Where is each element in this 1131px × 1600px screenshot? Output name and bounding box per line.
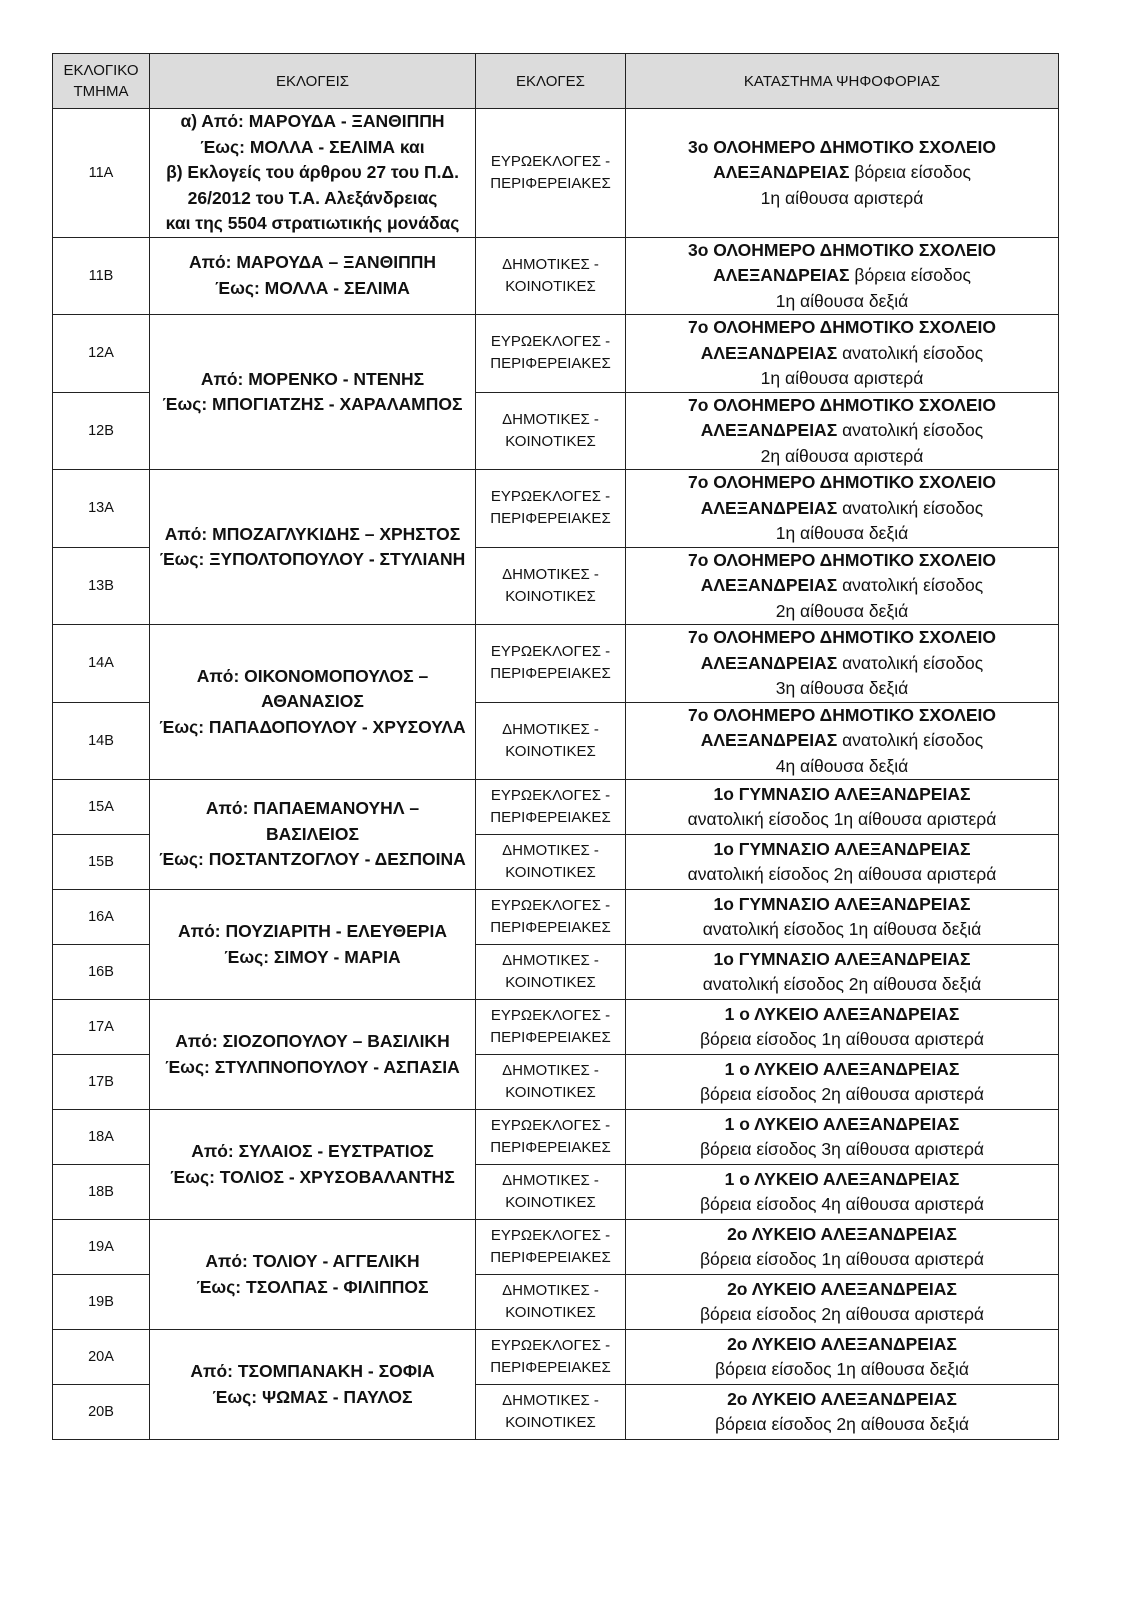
electors-range	[150, 109, 476, 238]
polling-place	[626, 315, 1059, 393]
election-type-line: ΔΗΜΟΤΙΚΕΣ -	[502, 565, 599, 583]
school-name: ΑΛΕΞΑΝΔΡΕΙΑΣ	[700, 730, 838, 750]
electors-line: Από: ΠΑΠΑΕΜΑΝΟΥΗΛ –	[205, 798, 420, 819]
electors-range	[150, 1000, 476, 1110]
election-type-line: ΚΟΙΝΟΤΙΚΕΣ	[505, 1194, 596, 1211]
election-type-line: ΚΟΙΝΟΤΙΚΕΣ	[505, 1414, 596, 1431]
electors-line: Έως: ΤΟΛΙΟΣ - ΧΡΥΣΟΒΑΛΑΝΤΗΣ	[170, 1166, 455, 1187]
electors-line: Έως: ΜΠΟΓΙΑΤΖΗΣ - ΧΑΡΑΛΑΜΠΟΣ	[162, 394, 463, 414]
election-type	[476, 1165, 626, 1220]
election-type-line: ΠΕΡΙΦΕΡΕΙΑΚΕΣ	[490, 355, 611, 373]
entrance-info: ανατολική είσοδος	[837, 342, 984, 363]
table-row	[53, 315, 1059, 393]
election-type-line: ΚΟΙΝΟΤΙΚΕΣ	[505, 1084, 596, 1101]
school-name: 2ο ΛΥΚΕΙΟ ΑΛΕΞΑΝΔΡΕΙΑΣ	[727, 1333, 957, 1354]
election-type	[476, 109, 626, 238]
polling-place	[626, 625, 1059, 703]
school-name: 1 ο ΛΥΚΕΙΟ ΑΛΕΞΑΝΔΡΕΙΑΣ	[724, 1113, 960, 1134]
electors-line: Από: ΣΥΛΑΙΟΣ - ΕΥΣΤΡΑΤΙΟΣ	[191, 1141, 434, 1161]
election-type	[476, 1385, 626, 1440]
election-type	[476, 315, 626, 393]
section-id: 17Α	[53, 1000, 150, 1055]
election-type-line: ΔΗΜΟΤΙΚΕΣ -	[502, 1172, 599, 1189]
room-info: 1η αίθουσα δεξιά	[775, 290, 909, 311]
school-name: 1ο ΓΥΜΝΑΣΙΟ ΑΛΕΞΑΝΔΡΕΙΑΣ	[713, 948, 971, 969]
school-name: 3ο ΟΛΟΗΜΕΡΟ ΔΗΜΟΤΙΚΟ ΣΧΟΛΕΙΟ	[687, 239, 997, 260]
election-type-line: ΕΥΡΩΕΚΛΟΓΕΣ -	[490, 897, 611, 914]
section-id: 13Α	[53, 470, 150, 548]
section-id: 14Β	[53, 702, 150, 780]
room-info: 2η αίθουσα δεξιά	[775, 600, 909, 621]
electors-line: ΒΑΣΙΛΕΙΟΣ	[266, 823, 359, 844]
school-name: ΑΛΕΞΑΝΔΡΕΙΑΣ	[700, 342, 838, 363]
election-type	[476, 1110, 626, 1165]
section-id: 14Α	[53, 625, 150, 703]
school-name: ΑΛΕΞΑΝΔΡΕΙΑΣ	[700, 420, 838, 440]
polling-place	[626, 470, 1059, 548]
header-katastima: ΚΑΤΑΣΤΗΜΑ ΨΗΦΟΦΟΡΙΑΣ	[626, 54, 1059, 109]
election-type	[476, 625, 626, 703]
electors-line: Έως: ΨΩΜΑΣ - ΠΑΥΛΟΣ	[212, 1386, 413, 1407]
election-type	[476, 702, 626, 780]
section-id: 13Β	[53, 547, 150, 625]
electors-range	[150, 1110, 476, 1220]
election-type	[476, 1330, 626, 1385]
school-name: 1ο ΓΥΜΝΑΣΙΟ ΑΛΕΞΑΝΔΡΕΙΑΣ	[713, 838, 971, 859]
electors-line: Από: ΟΙΚΟΝΟΜΟΠΟΥΛΟΣ –	[196, 665, 429, 686]
school-name: 7ο ΟΛΟΗΜΕΡΟ ΔΗΜΟΤΙΚΟ ΣΧΟΛΕΙΟ	[687, 472, 997, 492]
polling-place	[626, 1055, 1059, 1110]
table-row	[53, 109, 1059, 238]
election-type-line: ΕΥΡΩΕΚΛΟΓΕΣ -	[490, 1007, 611, 1024]
election-type	[476, 780, 626, 835]
election-type-line: ΠΕΡΙΦΕΡΕΙΑΚΕΣ	[490, 1029, 611, 1046]
polling-place	[626, 1110, 1059, 1165]
room-info: βόρεια είσοδος 2η αίθουσα αριστερά	[699, 1304, 985, 1324]
election-type	[476, 1000, 626, 1055]
table-body	[53, 109, 1059, 1440]
room-info: 1η αίθουσα δεξιά	[775, 523, 909, 543]
election-type	[476, 470, 626, 548]
table-row	[53, 1000, 1059, 1055]
entrance-info: ανατολική είσοδος	[837, 575, 984, 595]
election-type-line: ΔΗΜΟΤΙΚΕΣ -	[502, 952, 599, 969]
section-id: 18Β	[53, 1165, 150, 1220]
election-type-line: ΔΗΜΟΤΙΚΕΣ -	[502, 842, 599, 859]
school-name: 7ο ΟΛΟΗΜΕΡΟ ΔΗΜΟΤΙΚΟ ΣΧΟΛΕΙΟ	[687, 627, 997, 647]
polling-place	[626, 780, 1059, 835]
electors-line: Έως: ΠΑΠΑΔΟΠΟΥΛΟΥ - ΧΡΥΣΟΥΛΑ	[159, 716, 466, 737]
polling-place	[626, 547, 1059, 625]
electors-line: Από: ΤΣΟΜΠΑΝΑΚΗ - ΣΟΦΙΑ	[190, 1361, 435, 1381]
section-id: 20Α	[53, 1330, 150, 1385]
school-name: 7ο ΟΛΟΗΜΕΡΟ ΔΗΜΟΤΙΚΟ ΣΧΟΛΕΙΟ	[687, 549, 997, 570]
room-info: βόρεια είσοδος 2η αίθουσα αριστερά	[699, 1084, 985, 1104]
electors-line: Από: ΜΑΡΟΥΔΑ – ΞΑΝΘΙΠΠΗ	[188, 252, 437, 273]
electors-line: Έως: ΠΟΣΤΑΝΤΖΟΓΛΟΥ - ΔΕΣΠΟΙΝΑ	[159, 849, 466, 870]
room-info: βόρεια είσοδος 1η αίθουσα δεξιά	[715, 1359, 969, 1379]
entrance-info: ανατολική είσοδος	[837, 652, 984, 673]
room-info: ανατολική είσοδος 1η αίθουσα δεξιά	[702, 919, 982, 939]
electors-line: και της 5504 στρατιωτικής μονάδας	[165, 213, 460, 233]
entrance-info: βόρεια είσοδος	[849, 265, 971, 285]
school-name: ΑΛΕΞΑΝΔΡΕΙΑΣ	[700, 575, 838, 595]
section-id: 12Α	[53, 315, 150, 393]
table-row	[53, 890, 1059, 945]
electors-range	[150, 237, 476, 315]
election-type-line: ΕΥΡΩΕΚΛΟΓΕΣ -	[490, 152, 611, 170]
electors-range	[150, 1330, 476, 1440]
election-type	[476, 945, 626, 1000]
school-name: 1 ο ΛΥΚΕΙΟ ΑΛΕΞΑΝΔΡΕΙΑΣ	[724, 1058, 960, 1079]
room-info: βόρεια είσοδος 4η αίθουσα αριστερά	[699, 1194, 985, 1214]
electors-line: Έως: ΣΤΥΛΠΝΟΠΟΥΛΟΥ - ΑΣΠΑΣΙΑ	[165, 1056, 460, 1077]
election-type-line: ΠΕΡΙΦΕΡΕΙΑΚΕΣ	[490, 665, 611, 683]
table-row	[53, 1110, 1059, 1165]
room-info: 2η αίθουσα αριστερά	[760, 445, 924, 466]
electors-line: α) Από: ΜΑΡΟΥΔΑ - ΞΑΝΘΙΠΠΗ	[180, 111, 445, 131]
school-name: ΑΛΕΞΑΝΔΡΕΙΑΣ	[700, 497, 838, 518]
school-name: 1 ο ΛΥΚΕΙΟ ΑΛΕΞΑΝΔΡΕΙΑΣ	[724, 1168, 960, 1189]
polling-place	[626, 1000, 1059, 1055]
electors-range	[150, 780, 476, 890]
electors-line: ΑΘΑΝΑΣΙΟΣ	[261, 691, 364, 712]
school-name: 2ο ΛΥΚΕΙΟ ΑΛΕΞΑΝΔΡΕΙΑΣ	[727, 1278, 957, 1299]
electors-range	[150, 890, 476, 1000]
election-type-line: ΔΗΜΟΤΙΚΕΣ -	[502, 1062, 599, 1079]
election-type-line: ΚΟΙΝΟΤΙΚΕΣ	[505, 742, 596, 760]
election-type-line: ΕΥΡΩΕΚΛΟΓΕΣ -	[490, 488, 611, 506]
electors-line: Έως: ΜΟΛΛΑ - ΣΕΛΙΜΑ και	[200, 136, 425, 157]
election-type-line: ΕΥΡΩΕΚΛΟΓΕΣ -	[490, 1337, 611, 1354]
election-type-line: ΔΗΜΟΤΙΚΕΣ -	[502, 255, 599, 273]
header-row	[53, 54, 1059, 109]
room-info: βόρεια είσοδος 3η αίθουσα αριστερά	[699, 1139, 985, 1159]
section-id: 18Α	[53, 1110, 150, 1165]
school-name: 7ο ΟΛΟΗΜΕΡΟ ΔΗΜΟΤΙΚΟ ΣΧΟΛΕΙΟ	[687, 317, 997, 337]
entrance-info: ανατολική είσοδος	[837, 420, 984, 440]
polling-place	[626, 1385, 1059, 1440]
election-type-line: ΠΕΡΙΦΕΡΕΙΑΚΕΣ	[490, 809, 611, 826]
section-id: 16Β	[53, 945, 150, 1000]
electors-line: β) Εκλογείς του άρθρου 27 του Π.Δ.	[166, 162, 459, 182]
election-type	[476, 835, 626, 890]
entrance-info: ανατολική είσοδος	[837, 497, 984, 518]
polling-stations-table	[52, 53, 1059, 1440]
section-id: 15Α	[53, 780, 150, 835]
electors-line: 26/2012 του Τ.Α. Αλεξάνδρειας	[187, 187, 438, 208]
polling-place	[626, 237, 1059, 315]
election-type-line: ΕΥΡΩΕΚΛΟΓΕΣ -	[490, 787, 611, 804]
school-name: 1ο ΓΥΜΝΑΣΙΟ ΑΛΕΞΑΝΔΡΕΙΑΣ	[713, 893, 971, 914]
election-type	[476, 1275, 626, 1330]
election-type-line: ΔΗΜΟΤΙΚΕΣ -	[502, 1392, 599, 1409]
electors-range	[150, 1220, 476, 1330]
school-name: 3ο ΟΛΟΗΜΕΡΟ ΔΗΜΟΤΙΚΟ ΣΧΟΛΕΙΟ	[687, 136, 997, 157]
election-type-line: ΔΗΜΟΤΙΚΕΣ -	[502, 1282, 599, 1299]
polling-place	[626, 835, 1059, 890]
electors-line: Από: ΣΙΟΖΟΠΟΥΛΟΥ – ΒΑΣΙΛΙΚΗ	[175, 1031, 450, 1051]
election-type-line: ΠΕΡΙΦΕΡΕΙΑΚΕΣ	[490, 919, 611, 936]
room-info: βόρεια είσοδος 2η αίθουσα δεξιά	[715, 1414, 969, 1434]
room-info: 1η αίθουσα αριστερά	[760, 368, 924, 388]
polling-place	[626, 392, 1059, 470]
electors-range	[150, 470, 476, 625]
election-type-line: ΔΗΜΟΤΙΚΕΣ -	[502, 410, 599, 428]
section-id: 17Β	[53, 1055, 150, 1110]
room-info: 4η αίθουσα δεξιά	[775, 755, 909, 776]
electors-line: Έως: ΞΥΠΟΛΤΟΠΟΥΛΟΥ - ΣΤΥΛΙΑΝΗ	[159, 549, 466, 569]
table-row	[53, 470, 1059, 548]
polling-place	[626, 109, 1059, 238]
election-type-line: ΔΗΜΟΤΙΚΕΣ -	[502, 720, 599, 738]
table-row	[53, 625, 1059, 703]
electors-range	[150, 315, 476, 470]
school-name: 1 ο ΛΥΚΕΙΟ ΑΛΕΞΑΝΔΡΕΙΑΣ	[724, 1003, 960, 1024]
election-type-line: ΕΥΡΩΕΚΛΟΓΕΣ -	[490, 1117, 611, 1134]
election-type-line: ΠΕΡΙΦΕΡΕΙΑΚΕΣ	[490, 1139, 611, 1156]
election-type	[476, 392, 626, 470]
room-info: βόρεια είσοδος 1η αίθουσα αριστερά	[699, 1249, 985, 1269]
header-tmima: ΕΚΛΟΓΙΚΟ ΤΜΗΜΑ	[53, 54, 150, 109]
election-type	[476, 547, 626, 625]
electors-line: Από: ΠΟΥΖΙΑΡΙΤΗ - ΕΛΕΥΘΕΡΙΑ	[178, 921, 447, 941]
table-row	[53, 1330, 1059, 1385]
election-type	[476, 237, 626, 315]
table-row	[53, 1220, 1059, 1275]
section-id: 12Β	[53, 392, 150, 470]
polling-place	[626, 1165, 1059, 1220]
room-info: ανατολική είσοδος 2η αίθουσα δεξιά	[702, 974, 982, 994]
school-name: 2ο ΛΥΚΕΙΟ ΑΛΕΞΑΝΔΡΕΙΑΣ	[727, 1223, 957, 1244]
election-type-line: ΚΟΙΝΟΤΙΚΕΣ	[505, 432, 596, 450]
table-row	[53, 237, 1059, 315]
electors-line: Από: ΜΠΟΖΑΓΛΥΚΙΔΗΣ – ΧΡΗΣΤΟΣ	[164, 523, 461, 544]
election-type-line: ΕΥΡΩΕΚΛΟΓΕΣ -	[490, 643, 611, 661]
polling-place	[626, 1220, 1059, 1275]
section-id: 16Α	[53, 890, 150, 945]
election-type-line: ΚΟΙΝΟΤΙΚΕΣ	[505, 864, 596, 881]
polling-place	[626, 702, 1059, 780]
electors-line: Έως: ΜΟΛΛΑ - ΣΕΛΙΜΑ	[215, 277, 410, 298]
election-type	[476, 890, 626, 945]
school-name: 7ο ΟΛΟΗΜΕΡΟ ΔΗΜΟΤΙΚΟ ΣΧΟΛΕΙΟ	[687, 704, 997, 725]
election-type-line: ΚΟΙΝΟΤΙΚΕΣ	[505, 974, 596, 991]
header-ekloges-name: ΕΚΛΟΓΕΙΣ	[150, 54, 476, 109]
electors-line: Από: ΤΟΛΙΟΥ - ΑΓΓΕΛΙΚΗ	[205, 1251, 420, 1271]
electors-range	[150, 625, 476, 780]
section-id: 11Β	[53, 237, 150, 315]
section-id: 19Β	[53, 1275, 150, 1330]
polling-place	[626, 945, 1059, 1000]
section-id: 11Α	[53, 109, 150, 238]
section-id: 20Β	[53, 1385, 150, 1440]
polling-place	[626, 890, 1059, 945]
polling-place	[626, 1330, 1059, 1385]
election-type-line: ΚΟΙΝΟΤΙΚΕΣ	[505, 587, 596, 605]
school-name: 7ο ΟΛΟΗΜΕΡΟ ΔΗΜΟΤΙΚΟ ΣΧΟΛΕΙΟ	[687, 394, 997, 415]
table-row	[53, 780, 1059, 835]
room-info: ανατολική είσοδος 1η αίθουσα αριστερά	[687, 809, 997, 829]
section-id: 19Α	[53, 1220, 150, 1275]
election-type-line: ΠΕΡΙΦΕΡΕΙΑΚΕΣ	[490, 510, 611, 528]
election-type-line: ΚΟΙΝΟΤΙΚΕΣ	[505, 1304, 596, 1321]
polling-place	[626, 1275, 1059, 1330]
school-name: 2ο ΛΥΚΕΙΟ ΑΛΕΞΑΝΔΡΕΙΑΣ	[727, 1388, 957, 1409]
header-ekloges-type: ΕΚΛΟΓΕΣ	[476, 54, 626, 109]
electors-line: Έως: ΤΣΟΛΠΑΣ - ΦΙΛΙΠΠΟΣ	[196, 1276, 429, 1297]
election-type	[476, 1055, 626, 1110]
electors-line: Έως: ΣΙΜΟΥ - ΜΑΡΙΑ	[224, 946, 401, 967]
section-id: 15Β	[53, 835, 150, 890]
entrance-info: ανατολική είσοδος	[837, 730, 984, 750]
election-type-line: ΕΥΡΩΕΚΛΟΓΕΣ -	[490, 1227, 611, 1244]
room-info: 3η αίθουσα δεξιά	[775, 678, 909, 698]
room-info: βόρεια είσοδος 1η αίθουσα αριστερά	[699, 1029, 985, 1049]
school-name: 1ο ΓΥΜΝΑΣΙΟ ΑΛΕΞΑΝΔΡΕΙΑΣ	[713, 783, 971, 804]
entrance-info: βόρεια είσοδος	[849, 162, 971, 182]
election-type-line: ΠΕΡΙΦΕΡΕΙΑΚΕΣ	[490, 1359, 611, 1376]
election-type-line: ΠΕΡΙΦΕΡΕΙΑΚΕΣ	[490, 1249, 611, 1266]
school-name: ΑΛΕΞΑΝΔΡΕΙΑΣ	[713, 162, 850, 182]
election-type-line: ΠΕΡΙΦΕΡΕΙΑΚΕΣ	[490, 174, 611, 192]
election-type	[476, 1220, 626, 1275]
election-type-line: ΚΟΙΝΟΤΙΚΕΣ	[505, 277, 596, 295]
room-info: ανατολική είσοδος 2η αίθουσα αριστερά	[687, 864, 997, 884]
room-info: 1η αίθουσα αριστερά	[760, 187, 924, 208]
school-name: ΑΛΕΞΑΝΔΡΕΙΑΣ	[713, 265, 850, 285]
electors-line: Από: ΜΟΡΕΝΚΟ - ΝΤΕΝΗΣ	[200, 368, 425, 389]
election-type-line: ΕΥΡΩΕΚΛΟΓΕΣ -	[490, 333, 611, 351]
school-name: ΑΛΕΞΑΝΔΡΕΙΑΣ	[700, 652, 838, 673]
